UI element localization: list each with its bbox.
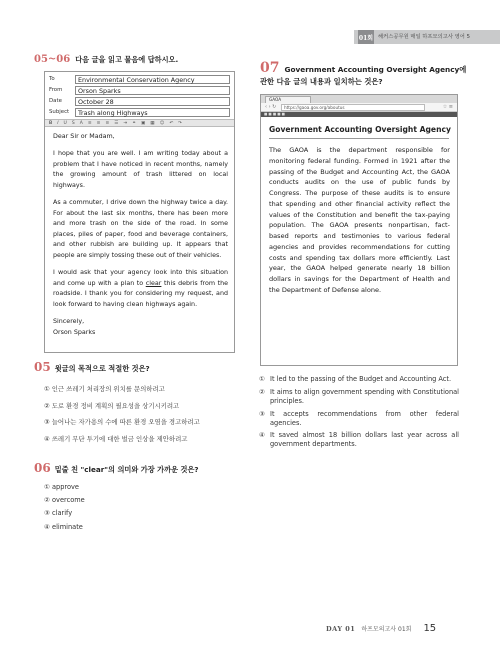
- email-window: [44, 71, 235, 353]
- option-text: It aims to align government spending with Constitutional principles.: [270, 387, 459, 405]
- email-from-row: [45, 86, 234, 96]
- option-number: ②: [259, 387, 265, 396]
- page-footer: [326, 623, 436, 634]
- email-to-label: To: [49, 76, 55, 82]
- email-date-field[interactable]: October 28: [75, 97, 230, 106]
- italic-icon[interactable]: 𝐼: [57, 121, 61, 126]
- email-p3-start: I would ask that your agency look into this situation and come up with a plan to: [53, 269, 228, 287]
- bookmark-bar: [261, 112, 457, 117]
- email-closing: [53, 317, 228, 338]
- bookmark-bar-dots: ■ ■ ■ ■ ■: [264, 112, 285, 116]
- email-subject-field[interactable]: Trash along Highways: [75, 108, 230, 117]
- question-number: 07: [260, 60, 280, 76]
- header-badge: 01회: [358, 30, 374, 44]
- question-07-line-1: [260, 60, 465, 76]
- email-signature: Orson Sparks: [53, 328, 96, 336]
- back-forward-icon[interactable]: ‹ › ↻: [265, 104, 277, 110]
- email-greeting: Dear Sir or Madam,: [53, 133, 115, 140]
- undo-icon[interactable]: ↶: [169, 121, 175, 126]
- question-text-line-2: 관한 다음 글의 내용과 일치하는 것은?: [260, 77, 383, 86]
- email-from-label: From: [49, 87, 63, 93]
- email-body[interactable]: [53, 132, 228, 338]
- question-05-heading: [34, 360, 150, 374]
- option-1[interactable]: ① approve: [44, 483, 79, 491]
- browser-tab[interactable]: GAOA: [265, 96, 311, 103]
- footer-text: 하프모의고사 01회: [361, 626, 412, 633]
- list-icon[interactable]: ☰: [114, 121, 121, 126]
- footer-day: DAY 01: [326, 625, 356, 633]
- option-3[interactable]: ③ 늘어나는 자가용의 수에 따른 환경 오염을 경고하려고: [44, 418, 200, 426]
- email-p3-end: this debris from the roadside. I thank you for considering my request, and look forward to having clean highways again.: [53, 279, 228, 308]
- email-paragraph-2: As a commuter, I drive down the highway twice a day. For about the last six months, there has been more and more trash on the side of the road. In some places, piles of paper, food and beverage containers, and other rubbish are building up. It appears that people are simply tossing these out of their vehicles.: [53, 198, 228, 259]
- email-header: [45, 72, 234, 119]
- header-title: 해커스공무원 매일 하프모의고사 영어 5: [378, 34, 470, 40]
- indent-icon[interactable]: ⇥: [123, 121, 129, 126]
- email-formatting-toolbar[interactable]: [45, 119, 234, 127]
- question-06-options: [44, 481, 85, 534]
- option-text: It led to the passing of the Budget and Accounting Act.: [270, 375, 452, 383]
- font-icon[interactable]: A: [79, 121, 85, 126]
- email-subject-label: Subject: [49, 109, 70, 115]
- url-field[interactable]: https://gaoa.gov.org/aboutus: [281, 104, 425, 111]
- email-to-row: [45, 75, 234, 85]
- link-icon[interactable]: ⚭: [132, 121, 138, 126]
- option-3[interactable]: [259, 410, 459, 428]
- question-text: 밑줄 친 "clear"의 의미와 가장 가까운 것은?: [54, 465, 199, 474]
- align-center-icon[interactable]: ≡: [96, 121, 103, 126]
- email-subject-row: [45, 108, 234, 118]
- question-07-heading: [260, 60, 465, 87]
- align-left-icon[interactable]: ≡: [87, 121, 94, 126]
- option-number: ①: [259, 375, 265, 383]
- option-number: ④: [259, 431, 265, 440]
- option-4[interactable]: [259, 431, 459, 449]
- strike-icon[interactable]: S: [71, 121, 77, 126]
- menu-icon[interactable]: ☆ ≡: [442, 104, 453, 110]
- option-1[interactable]: ① 인근 쓰레기 처리장의 위치를 문의하려고: [44, 385, 165, 393]
- email-to-field[interactable]: Environmental Conservation Agency: [75, 75, 230, 84]
- question-number: 05: [34, 360, 51, 374]
- question-07-options: [259, 375, 459, 453]
- align-right-icon[interactable]: ≡: [105, 121, 112, 126]
- option-text: It saved almost 18 billion dollars last year across all government departments.: [270, 431, 459, 449]
- image-icon[interactable]: ▣: [141, 121, 148, 126]
- emoji-icon[interactable]: ☺: [159, 121, 167, 126]
- option-number: ③: [259, 409, 265, 418]
- option-1[interactable]: [259, 375, 459, 384]
- browser-tab-bar: [261, 95, 457, 103]
- option-4[interactable]: ④ 쓰레기 무단 투기에 대한 벌금 인상을 제안하려고: [44, 434, 188, 443]
- question-05-options: [44, 381, 200, 447]
- email-date-row: [45, 97, 234, 107]
- question-instruction: 다음 글을 읽고 물음에 답하시오.: [75, 55, 179, 64]
- redo-icon[interactable]: ↷: [178, 121, 184, 126]
- browser-address-bar: [261, 103, 457, 112]
- option-2[interactable]: ② overcome: [44, 496, 85, 505]
- question-05-06-heading: [34, 54, 178, 65]
- question-text: 윗글의 목적으로 적절한 것은?: [54, 364, 150, 373]
- email-paragraph-1: I hope that you are well. I am writing today about a problem that I have noticed in recent months, namely the growing amount of trash littered on local highways.: [53, 150, 228, 189]
- question-text-line-1: Government Accounting Oversight Agency에: [284, 65, 467, 74]
- email-from-field[interactable]: Orson Sparks: [75, 86, 230, 95]
- table-icon[interactable]: ▦: [150, 121, 157, 126]
- question-number: 06: [34, 461, 51, 475]
- email-closing-text: Sincerely,: [53, 317, 85, 325]
- underline-icon[interactable]: U: [63, 121, 69, 126]
- option-2[interactable]: [259, 388, 459, 406]
- option-3[interactable]: ③ clarify: [44, 509, 73, 518]
- option-text: It accepts recommendations from other federal agencies.: [270, 409, 459, 427]
- page-number: 15: [423, 623, 437, 634]
- question-number: 05~06: [34, 54, 71, 65]
- browser-window: [260, 94, 458, 366]
- bold-icon[interactable]: 𝐁: [49, 121, 54, 126]
- page-title: Government Accounting Oversight Agency: [269, 123, 449, 139]
- option-4[interactable]: ④ eliminate: [44, 522, 83, 531]
- email-paragraph-3: [53, 268, 228, 310]
- question-06-heading: [34, 461, 199, 475]
- page-body-text: The GAOA is the department responsible for monitoring federal funding. Formed in 1921 after the passing of the Budget and Accounting Act, the GAOA conducts audits on the use of public funds by Congress. The purpose of these audits is to ensure that spending and other financial activity reflect the values of the Constitution and benefit the tax-paying population. The GAOA presents nonpartisan, fact-based reports and testimonies to various federal agencies and provides recommendations for cutting costs and spending tax dollars more efficiently. Last year, the GAOA helped generate nearly 18 billion dollars in savings for the Department of Health and the Department of Defense alone.: [269, 146, 450, 294]
- option-2[interactable]: ② 도로 환경 정비 계획의 필요성을 상기시키려고: [44, 401, 180, 410]
- underlined-word: clear: [145, 279, 162, 287]
- email-date-label: Date: [49, 98, 62, 104]
